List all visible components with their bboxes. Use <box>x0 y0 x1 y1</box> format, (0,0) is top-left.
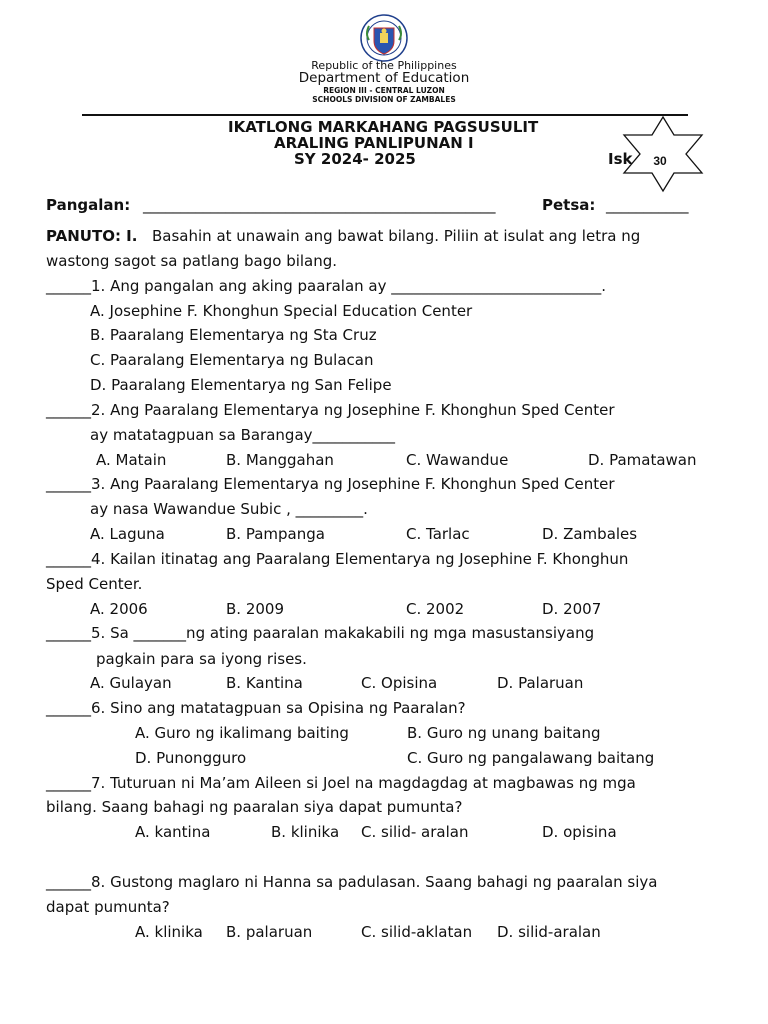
republic-line: Republic of the Philippines <box>311 59 457 72</box>
q7-choice-c: C. silid- aralan <box>361 823 469 841</box>
q1-choice-a: A. Josephine F. Khonghun Special Education Center <box>90 302 473 320</box>
deped-seal-logo <box>360 14 408 62</box>
q8-choice-a: A. klinika <box>135 923 203 941</box>
directions-label: PANUTO: I. <box>46 227 138 245</box>
question-4: ______4. Kailan itinatag ang Paaralang Elementarya ng Josephine F. Khonghun <box>46 550 629 568</box>
q8-choice-d: D. silid-aralan <box>497 923 601 941</box>
region-line: REGION III - CENTRAL LUZON <box>323 86 445 95</box>
directions-text-2: wastong sagot sa patlang bago bilang. <box>46 252 338 270</box>
q2-choice-a: A. Matain <box>96 451 167 469</box>
question-8: ______8. Gustong maglaro ni Hanna sa padulasan. Saang bahagi ng paaralan siya <box>46 873 658 891</box>
q5-choice-a: A. Gulayan <box>90 674 172 692</box>
q4-choice-b: B. 2009 <box>226 600 285 618</box>
q1-choice-b: B. Paaralang Elementarya ng Sta Cruz <box>90 326 377 344</box>
q6-choice-a: A. Guro ng ikalimang baiting <box>135 724 349 742</box>
q7-choice-b: B. klinika <box>271 823 340 841</box>
q2-choice-c: C. Wawandue <box>406 451 509 469</box>
score-value: 30 <box>653 154 667 168</box>
q6-choice-b: B. Guro ng unang baitang <box>407 724 601 742</box>
q5-choice-c: C. Opisina <box>361 674 438 692</box>
school-year: SY 2024- 2025 <box>294 150 416 168</box>
question-7: ______7. Tuturuan ni Ma’am Aileen si Joel na magdagdag at magbawas ng mga <box>46 774 636 792</box>
q3-choice-b: B. Pampanga <box>226 525 325 543</box>
question-8-cont: dapat pumunta? <box>46 898 170 916</box>
q5-choice-b: B. Kantina <box>226 674 303 692</box>
question-7-cont: bilang. Saang bahagi ng paaralan siya dapat pumunta? <box>46 798 463 816</box>
q2-choice-b: B. Manggahan <box>226 451 334 469</box>
q7-choice-d: D. opisina <box>542 823 617 841</box>
q3-choice-c: C. Tarlac <box>406 525 470 543</box>
q6-choice-d: D. Punongguro <box>135 749 247 767</box>
q4-choice-d: D. 2007 <box>542 600 602 618</box>
division-line: SCHOOLS DIVISION OF ZAMBALES <box>312 95 456 104</box>
q3-choice-d: D. Zambales <box>542 525 638 543</box>
q2-choice-d: D. Pamatawan <box>588 451 697 469</box>
q8-choice-b: B. palaruan <box>226 923 313 941</box>
question-5-cont: pagkain para sa iyong rises. <box>96 650 307 668</box>
q1-choice-c: C. Paaralang Elementarya ng Bulacan <box>90 351 374 369</box>
score-prefix: Isk <box>608 150 633 168</box>
question-1: ______1. Ang pangalan ang aking paaralan ay ____________________________. <box>46 277 607 295</box>
department-line: Department of Education <box>298 70 470 86</box>
subject-title: ARALING PANLIPUNAN I <box>274 134 474 152</box>
q7-choice-a: A. kantina <box>135 823 211 841</box>
q4-choice-a: A. 2006 <box>90 600 148 618</box>
directions-text: Basahin at unawain ang bawat bilang. Piliin at isulat ang letra ng <box>152 227 641 245</box>
question-2-cont: ay matatagpuan sa Barangay___________ <box>90 426 396 444</box>
header-divider <box>82 114 688 116</box>
q5-choice-d: D. Palaruan <box>497 674 584 692</box>
exam-title: IKATLONG MARKAHANG PAGSUSULIT <box>228 118 539 136</box>
question-3-cont: ay nasa Wawandue Subic , _________. <box>90 500 368 518</box>
date-label: Petsa: <box>542 196 596 214</box>
question-5: ______5. Sa _______ng ating paaralan makakabili ng mga masustansiyang <box>46 624 595 642</box>
q4-choice-c: C. 2002 <box>406 600 465 618</box>
name-label: Pangalan: <box>46 196 131 214</box>
q6-choice-c: C. Guro ng pangalawang baitang <box>407 749 655 767</box>
question-4-cont: Sped Center. <box>46 575 143 593</box>
q1-choice-d: D. Paaralang Elementarya ng San Felipe <box>90 376 392 394</box>
question-3: ______3. Ang Paaralang Elementarya ng Josephine F. Khonghun Sped Center <box>46 475 615 493</box>
name-field[interactable]: _______________________________________________ <box>143 196 496 214</box>
question-2: ______2. Ang Paaralang Elementarya ng Josephine F. Khonghun Sped Center <box>46 401 615 419</box>
q3-choice-a: A. Laguna <box>90 525 165 543</box>
question-6: ______6. Sino ang matatagpuan sa Opisina ng Paaralan? <box>46 699 466 717</box>
q8-choice-c: C. silid-aklatan <box>361 923 473 941</box>
date-field[interactable]: ___________ <box>606 196 689 214</box>
